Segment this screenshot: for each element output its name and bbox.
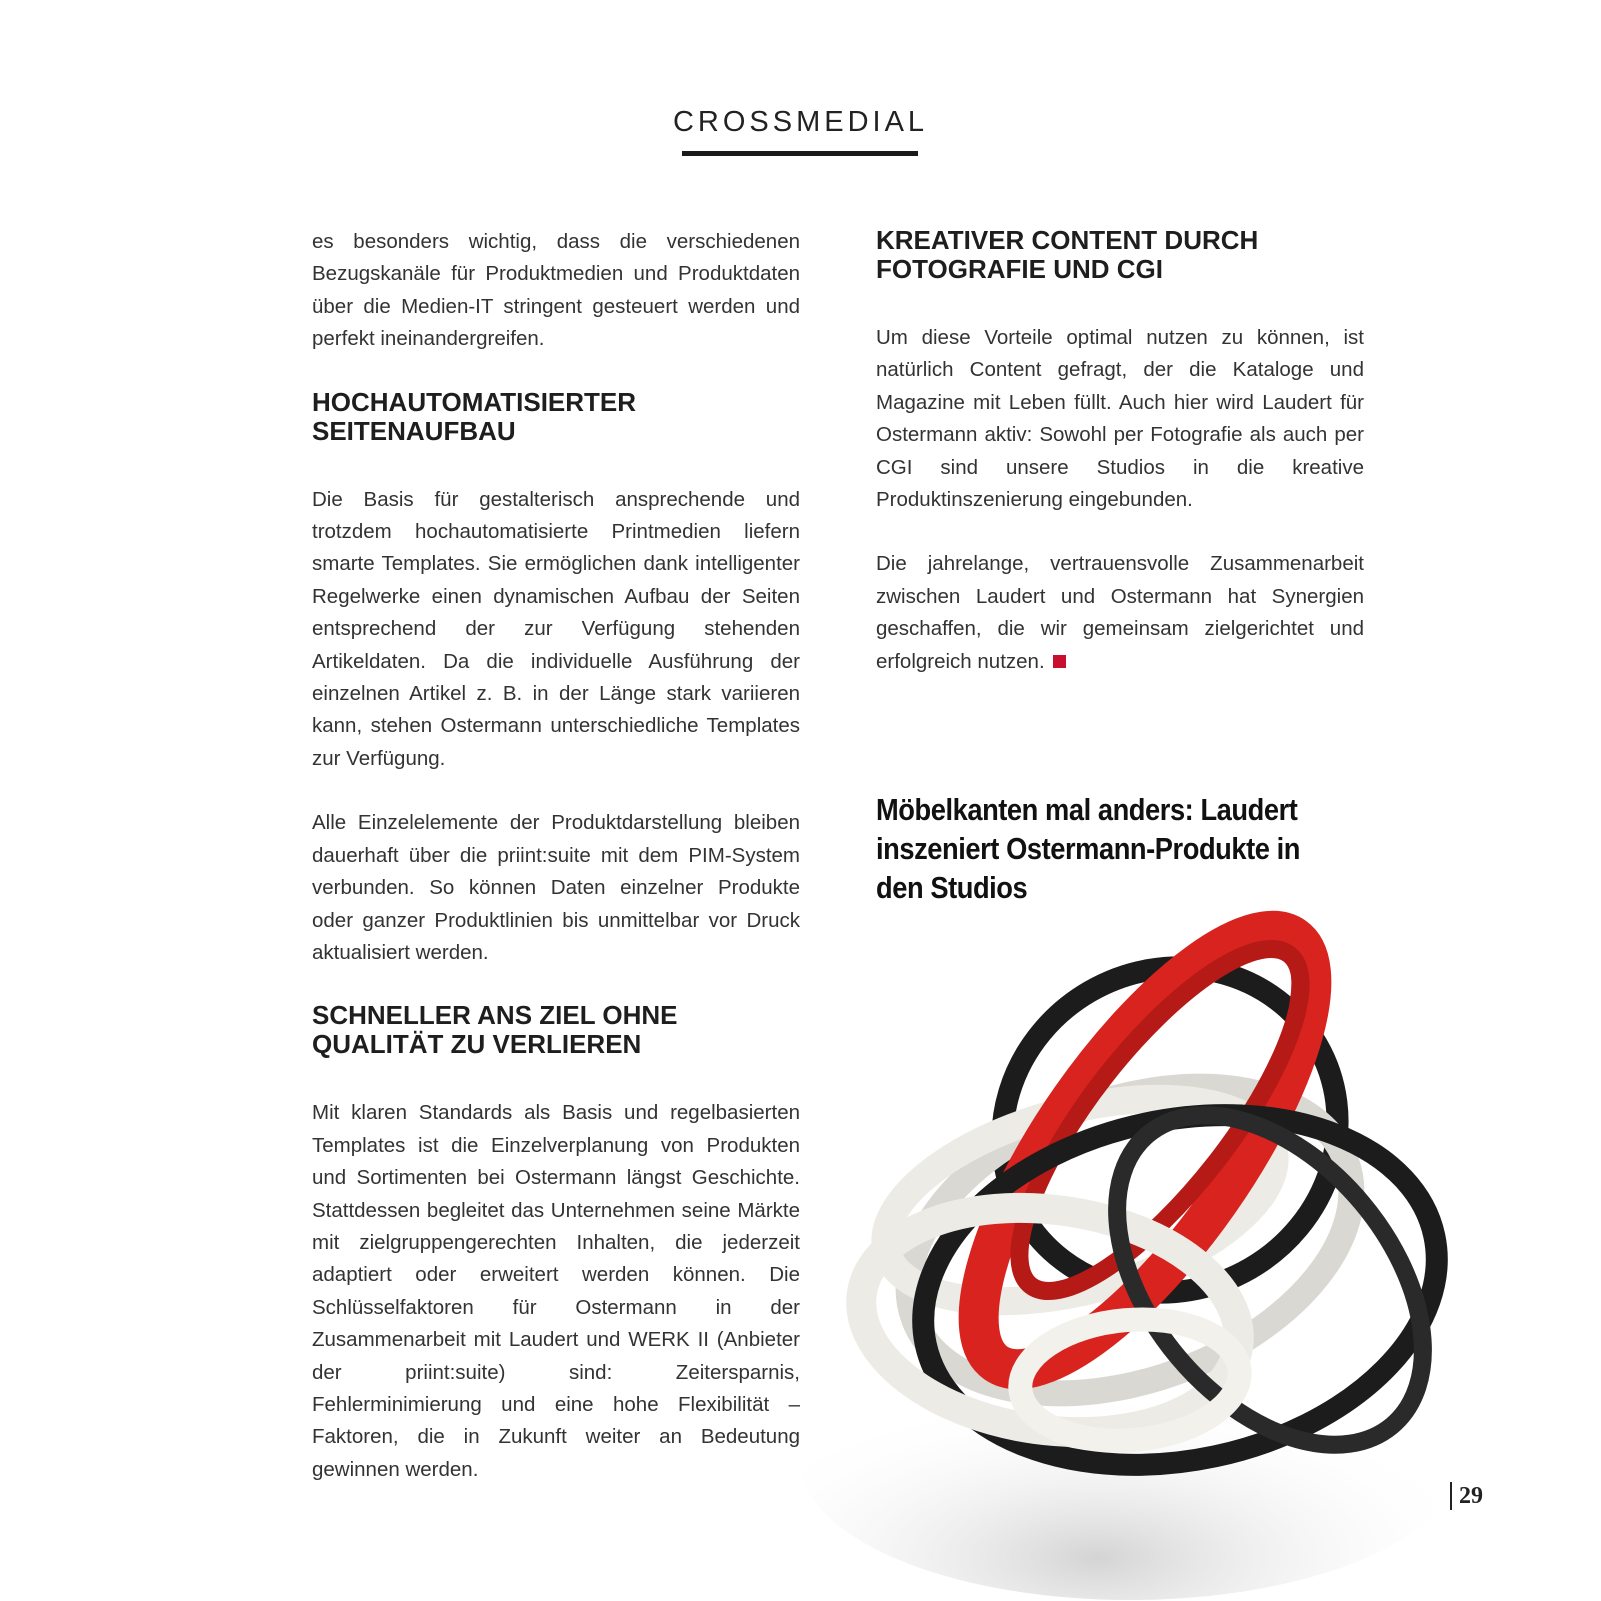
heading-seitenaufbau: HOCHAUTOMATISIERTER SEITENAUFBAU	[312, 386, 637, 446]
paragraph-standards: Mit klaren Standards als Basis und regelbasierten Templates ist die Einzelverplanung von Produkten und Sortimenten bei Ostermann längst Geschichte. Stattdessen begleitet das Unternehmen seine Märkte mit zielgruppengerechten Inhalten, die jederzeit adaptiert oder erweitert werden können. Die Schlüsselfaktoren für Ostermann in der Zusammenarbeit mit Laudert und WERK II (Anbieter der priint:suite) sind: Zeitersparnis, Fehlerminimierung und eine hohe Flexibilität – Faktoren, die in Zukunft weiter an Bedeutung gewinnen werden.	[312, 1101, 800, 1481]
section-title-underline	[682, 151, 918, 156]
paragraph-pim: Alle Einzelelemente der Produktdarstellung bleiben dauerhaft über die priint:suite mit dem PIM-System verbunden. So können Daten einzelner Produkte oder ganzer Produktlinien bis unmittelbar vor Druck aktualisiert werden.	[312, 811, 800, 964]
paragraph-synergien-text: Die jahrelange, vertrauensvolle Zusammenarbeit zwischen Laudert und Ostermann hat Synergien geschaffen, die wir gemeinsam zielgerichtet und erfolgreich nutzen.	[876, 552, 1364, 673]
heading-schneller-ans-ziel: SCHNELLER ANS ZIEL OHNE QUALITÄT ZU VERLIEREN	[312, 1000, 678, 1060]
right-column	[876, 226, 1364, 678]
image-headline: Möbelkanten mal anders: Laudert inszeniert Ostermann-Produkte in den Studios	[876, 792, 1301, 905]
paragraph-templates: Die Basis für gestalterisch ansprechende und trotzdem hochautomatisierte Printmedien liefern smarte Templates. Sie ermöglichen dank intelligenter Regelwerke einen dynamischen Aufbau der Seiten entsprechend der zur Verfügung stehenden Artikeldaten. Da die individuelle Ausführung der einzelnen Artikel z. B. in der Länge stark variieren kann, stehen Ostermann unterschiedliche Templates zur Verfügung.	[312, 487, 800, 770]
intro-paragraph: es besonders wichtig, dass die verschiedenen Bezugskanäle für Produktmedien und Produktdaten über die Medien-IT stringent gesteuert werden und perfekt ineinandergreifen.	[312, 230, 800, 351]
section-title: CROSSMEDIAL	[672, 106, 929, 138]
article-end-mark-icon	[1053, 655, 1066, 668]
paragraph-content: Um diese Vorteile optimal nutzen zu können, ist natürlich Content gefragt, der die Kataloge und Magazine mit Leben füllt. Auch hier wird Laudert für Ostermann aktiv: Sowohl per Fotografie als auch per CGI sind unsere Studios in die kreative Produktinszenierung eingebunden.	[876, 326, 1364, 512]
paragraph-synergien	[876, 548, 1364, 678]
heading-kreativer-content: KREATIVER CONTENT DURCH FOTOGRAFIE UND CGI	[876, 225, 1259, 284]
page-number: 29	[1459, 1483, 1483, 1509]
page-number-divider	[1450, 1482, 1452, 1510]
left-column	[312, 226, 800, 1486]
